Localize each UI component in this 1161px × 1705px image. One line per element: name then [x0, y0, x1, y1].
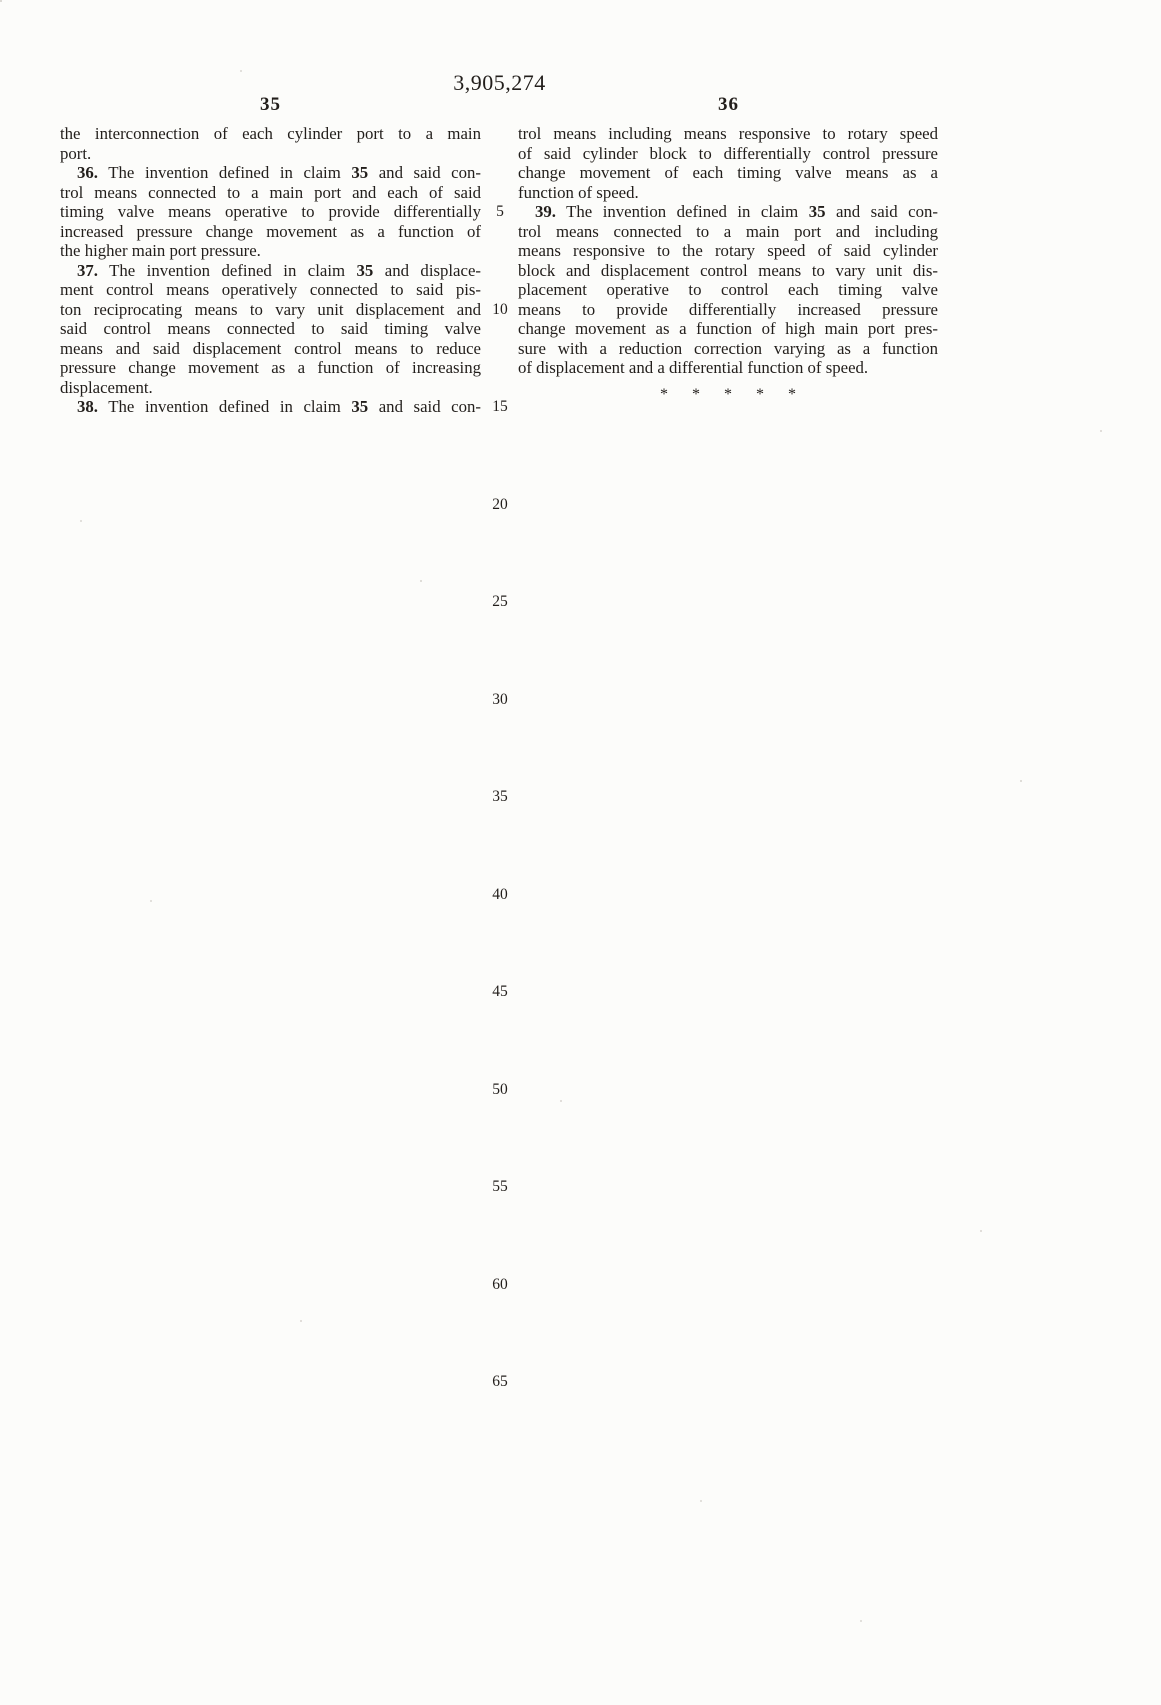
- text-line: ment control means operatively connected to said pis-: [60, 280, 481, 299]
- right-column-number: 36: [718, 94, 739, 115]
- end-of-claims-marker: * * * * *: [660, 385, 796, 403]
- gutter-line-number: 30: [492, 690, 508, 708]
- gutter-line-number: 15: [492, 398, 508, 415]
- gutter-line-number: 60: [492, 1275, 508, 1293]
- gutter-line-number: 50: [492, 1080, 508, 1098]
- gutter-line-number: 35: [492, 788, 508, 805]
- text-line: change movement as a function of high main port pres-: [518, 319, 938, 338]
- text-line: 37. The invention defined in claim 35 and displace-: [77, 260, 481, 280]
- gutter-line-number: 45: [492, 983, 508, 1000]
- text-line: 36. The invention defined in claim 35 and said con-: [77, 163, 481, 182]
- text-line: of displacement and a differential function of speed.: [518, 358, 869, 377]
- text-line: means and said displacement control means to reduce: [60, 338, 481, 358]
- text-line: block and displacement control means to vary unit dis-: [518, 260, 938, 280]
- text-line: timing valve means operative to provide differentially: [60, 202, 481, 221]
- text-line: increased pressure change movement as a function of: [60, 221, 481, 241]
- text-line: 38. The invention defined in claim 35 and said con-: [77, 397, 481, 416]
- text-line: change movement of each timing valve means as a: [518, 163, 938, 182]
- text-line: trol means connected to a main port and each of said: [60, 182, 481, 202]
- text-line: said control means connected to said timing valve: [60, 319, 481, 338]
- left-column-number: 35: [260, 94, 281, 115]
- text-line: means responsive to the rotary speed of said cylinder: [518, 241, 938, 260]
- text-line: pressure change movement as a function of increasing: [60, 358, 481, 377]
- gutter-line-number: 5: [496, 203, 504, 220]
- right-column: [518, 124, 938, 404]
- patent-number: 3,905,274: [453, 70, 546, 95]
- text-line: sure with a reduction correction varying as a function: [518, 338, 938, 358]
- left-column: [60, 124, 481, 417]
- text-line: of said cylinder block to differentially control pressure: [518, 143, 938, 163]
- gutter-line-number: 20: [492, 495, 508, 513]
- text-line: placement operative to control each timing valve: [518, 280, 938, 299]
- text-line: trol means including means responsive to rotary speed: [518, 124, 938, 143]
- text-line: displacement.: [60, 377, 153, 397]
- text-line: port.: [60, 143, 92, 163]
- text-line: the interconnection of each cylinder port to a main: [60, 124, 481, 143]
- text-line: function of speed.: [518, 182, 639, 202]
- text-line: ton reciprocating means to vary unit displacement and: [60, 299, 481, 319]
- text-line: the higher main port pressure.: [60, 241, 261, 260]
- text-line: means to provide differentially increased pressure: [518, 299, 938, 319]
- gutter-line-number: 10: [492, 300, 508, 318]
- gutter-line-number: 25: [492, 593, 508, 610]
- text-line: 39. The invention defined in claim 35 and said con-: [535, 202, 938, 221]
- gutter-line-number: 40: [492, 885, 508, 903]
- gutter-line-number: 55: [492, 1178, 508, 1195]
- gutter-line-number: 65: [492, 1373, 508, 1390]
- text-line: trol means connected to a main port and including: [518, 221, 938, 241]
